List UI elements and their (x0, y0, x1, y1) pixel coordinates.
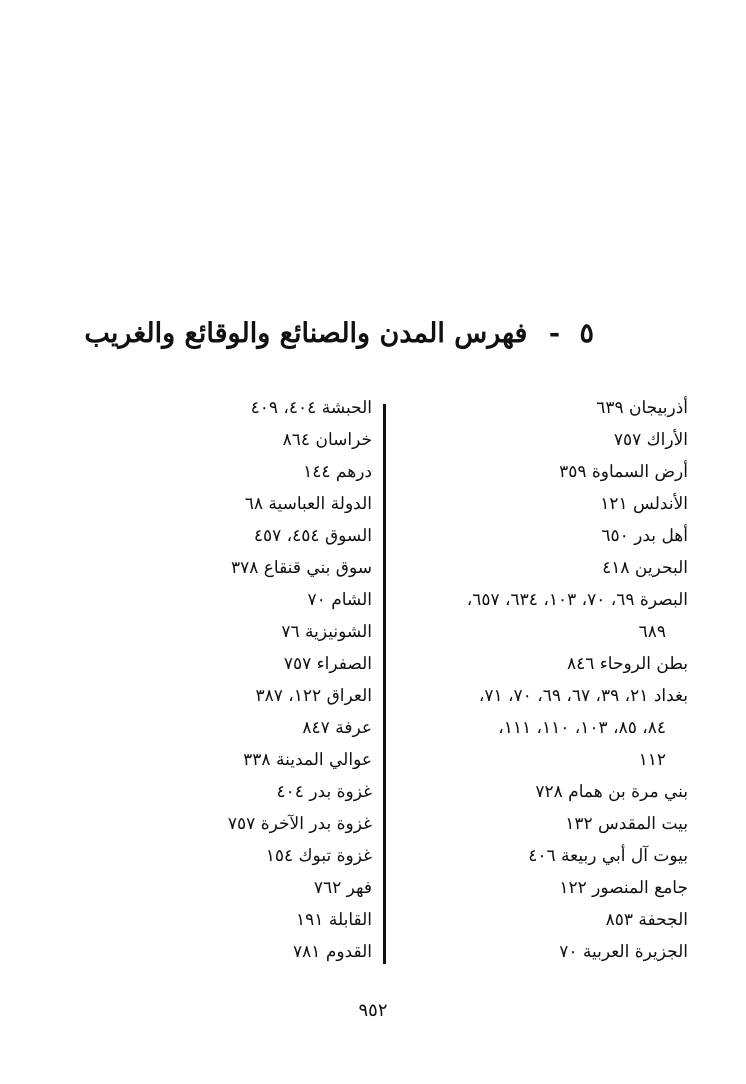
index-entry: الجزيرة العربية ٧٠ (559, 942, 688, 962)
index-entry: القابلة ١٩١ (296, 910, 372, 930)
index-entry: السوق ٤٥٤، ٤٥٧ (253, 526, 372, 546)
index-entry: البصرة ٦٩، ٧٠، ١٠٣، ٦٣٤، ٦٥٧، (466, 590, 688, 610)
index-entry: البحرين ٤١٨ (602, 558, 688, 578)
index-entry: الأندلس ١٢١ (600, 494, 688, 514)
index-entry: الشونيزية ٧٦ (281, 622, 372, 642)
index-entry: بني مرة بن همام ٧٢٨ (535, 782, 688, 802)
index-entry: الصفراء ٧٥٧ (283, 654, 372, 674)
index-entry: غزوة بدر الآخرة ٧٥٧ (227, 814, 372, 834)
section-number: ٥ (579, 318, 594, 349)
index-entry: الشام ٧٠ (307, 590, 372, 610)
index-entry: بيت المقدس ١٣٢ (565, 814, 688, 834)
index-entry-continuation: ١١٢ (638, 750, 666, 770)
index-entry: الدولة العباسية ٦٨ (244, 494, 372, 514)
index-heading (84, 318, 594, 349)
index-entry: غزوة تبوك ١٥٤ (265, 846, 372, 866)
index-entry: أهل بدر ٦٥٠ (601, 526, 688, 546)
index-entry: غزوة بدر ٤٠٤ (276, 782, 372, 802)
index-entry: عرفة ٨٤٧ (302, 718, 372, 738)
index-entry: العراق ١٢٢، ٣٨٧ (255, 686, 372, 706)
index-entry: الجحفة ٨٥٣ (605, 910, 688, 930)
index-entry: بطن الروحاء ٨٤٦ (566, 654, 688, 674)
index-entry: القدوم ٧٨١ (293, 942, 372, 962)
section-dash: - (548, 318, 561, 349)
section-title: فهرس المدن والصنائع والوقائع والغريب (84, 318, 528, 349)
index-entry: بيوت آل أبي ربيعة ٤٠٦ (528, 846, 688, 866)
page-number: ٩٥٢ (358, 1000, 388, 1021)
index-entry: أرض السماوة ٣٥٩ (559, 462, 688, 482)
index-entry-continuation: ٨٤، ٨٥، ١٠٣، ١١٠، ١١١، (498, 718, 666, 738)
index-entry: درهم ١٤٤ (303, 462, 372, 482)
index-entry-continuation: ٦٨٩ (638, 622, 666, 642)
index-entry: فهر ٧٦٢ (313, 878, 372, 898)
index-column-left (92, 392, 372, 968)
index-entry: أذربيجان ٦٣٩ (596, 398, 688, 418)
index-entry: سوق بني قنقاع ٣٧٨ (230, 558, 372, 578)
index-entry: جامع المنصور ١٢٢ (559, 878, 688, 898)
index-entry: الأراك ٧٥٧ (613, 430, 688, 450)
index-column-right (398, 392, 688, 968)
index-entry: عوالي المدينة ٣٣٨ (243, 750, 372, 770)
index-entry: بغداد ٢١، ٣٩، ٦٧، ٦٩، ٧٠، ٧١، (478, 686, 688, 706)
column-divider (383, 404, 386, 964)
index-entry: خراسان ٨٦٤ (282, 430, 372, 450)
index-entry: الحبشة ٤٠٤، ٤٠٩ (250, 398, 372, 418)
